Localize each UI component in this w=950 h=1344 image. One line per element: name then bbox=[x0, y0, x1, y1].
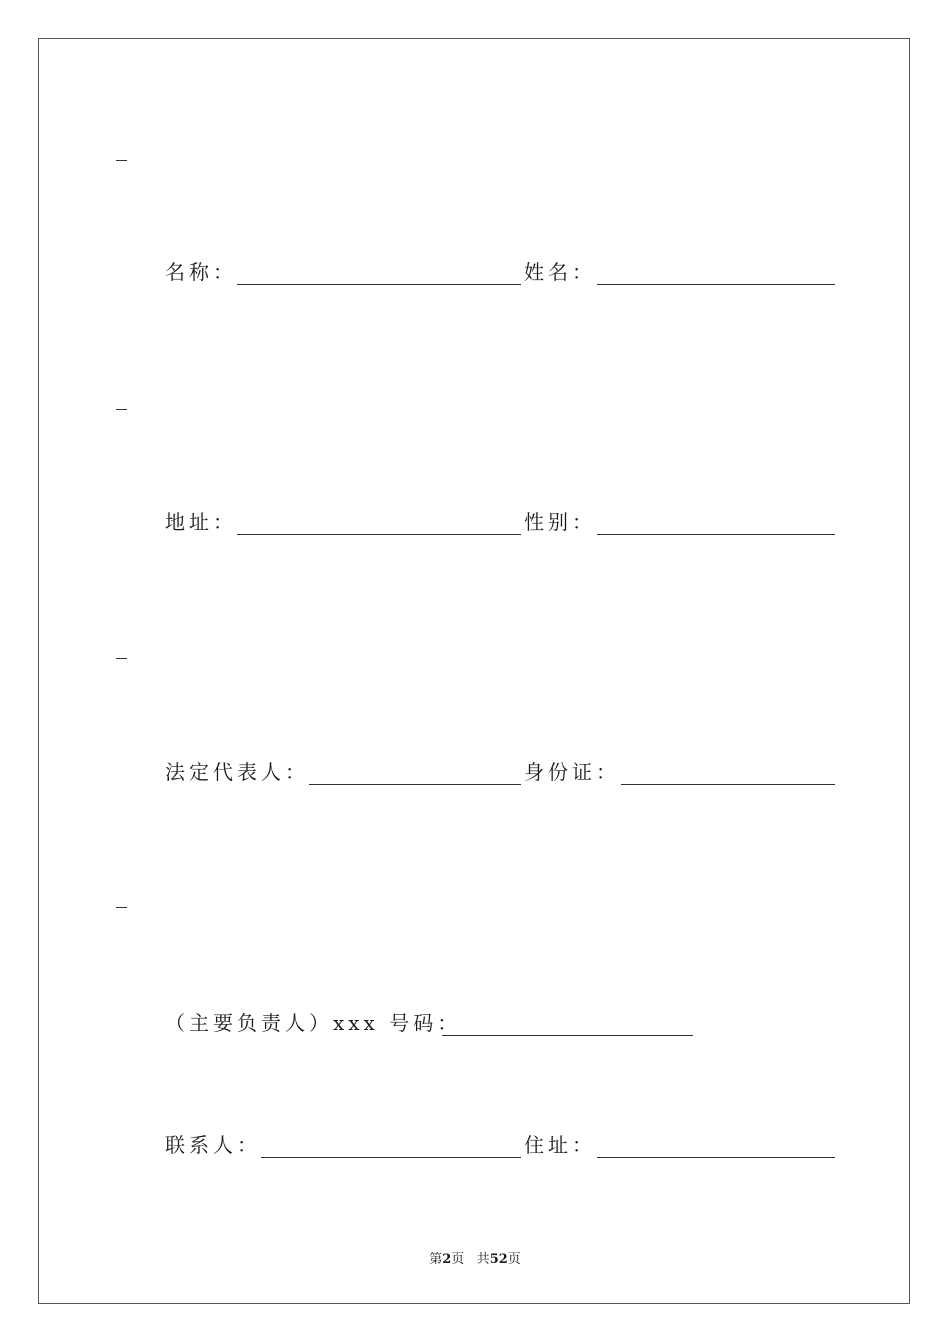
name-label: 名称： bbox=[165, 260, 237, 284]
address-label: 地址： bbox=[165, 510, 237, 534]
form-row-principal bbox=[165, 1008, 845, 1038]
name-blank-field[interactable] bbox=[237, 284, 521, 285]
total-suffix: 页 bbox=[507, 1252, 521, 1267]
gender-blank-field[interactable] bbox=[597, 534, 835, 535]
contact-blank-field[interactable] bbox=[261, 1157, 521, 1158]
id-card-label: 身份证： bbox=[524, 760, 620, 784]
page-footer bbox=[0, 1248, 950, 1267]
margin-dash bbox=[116, 160, 127, 161]
page-frame bbox=[38, 38, 910, 1304]
total-prefix: 共 bbox=[476, 1252, 490, 1267]
page-number: 2 bbox=[442, 1252, 452, 1267]
principal-number-blank-field[interactable] bbox=[442, 1035, 693, 1036]
form-row-name bbox=[165, 257, 845, 287]
page-prefix: 第 bbox=[429, 1252, 443, 1267]
gender-label: 性别： bbox=[524, 510, 596, 534]
margin-dash bbox=[116, 658, 127, 659]
address-blank-field[interactable] bbox=[237, 534, 521, 535]
residence-blank-field[interactable] bbox=[597, 1157, 835, 1158]
person-name-label: 姓名： bbox=[524, 260, 596, 284]
form-row-address bbox=[165, 507, 845, 537]
id-card-blank-field[interactable] bbox=[621, 784, 835, 785]
contact-label: 联系人： bbox=[165, 1133, 261, 1157]
page-suffix: 页 bbox=[451, 1252, 465, 1267]
form-row-contact bbox=[165, 1130, 845, 1160]
margin-dash bbox=[116, 907, 127, 908]
legal-rep-label: 法定代表人： bbox=[165, 760, 309, 784]
form-row-legal-rep bbox=[165, 757, 845, 787]
person-name-blank-field[interactable] bbox=[597, 284, 835, 285]
principal-number-label: （主要负责人）xxx 号码： bbox=[165, 1011, 462, 1035]
residence-label: 住址： bbox=[524, 1133, 596, 1157]
legal-rep-blank-field[interactable] bbox=[309, 784, 521, 785]
total-pages: 52 bbox=[489, 1252, 508, 1267]
margin-dash bbox=[116, 409, 127, 410]
